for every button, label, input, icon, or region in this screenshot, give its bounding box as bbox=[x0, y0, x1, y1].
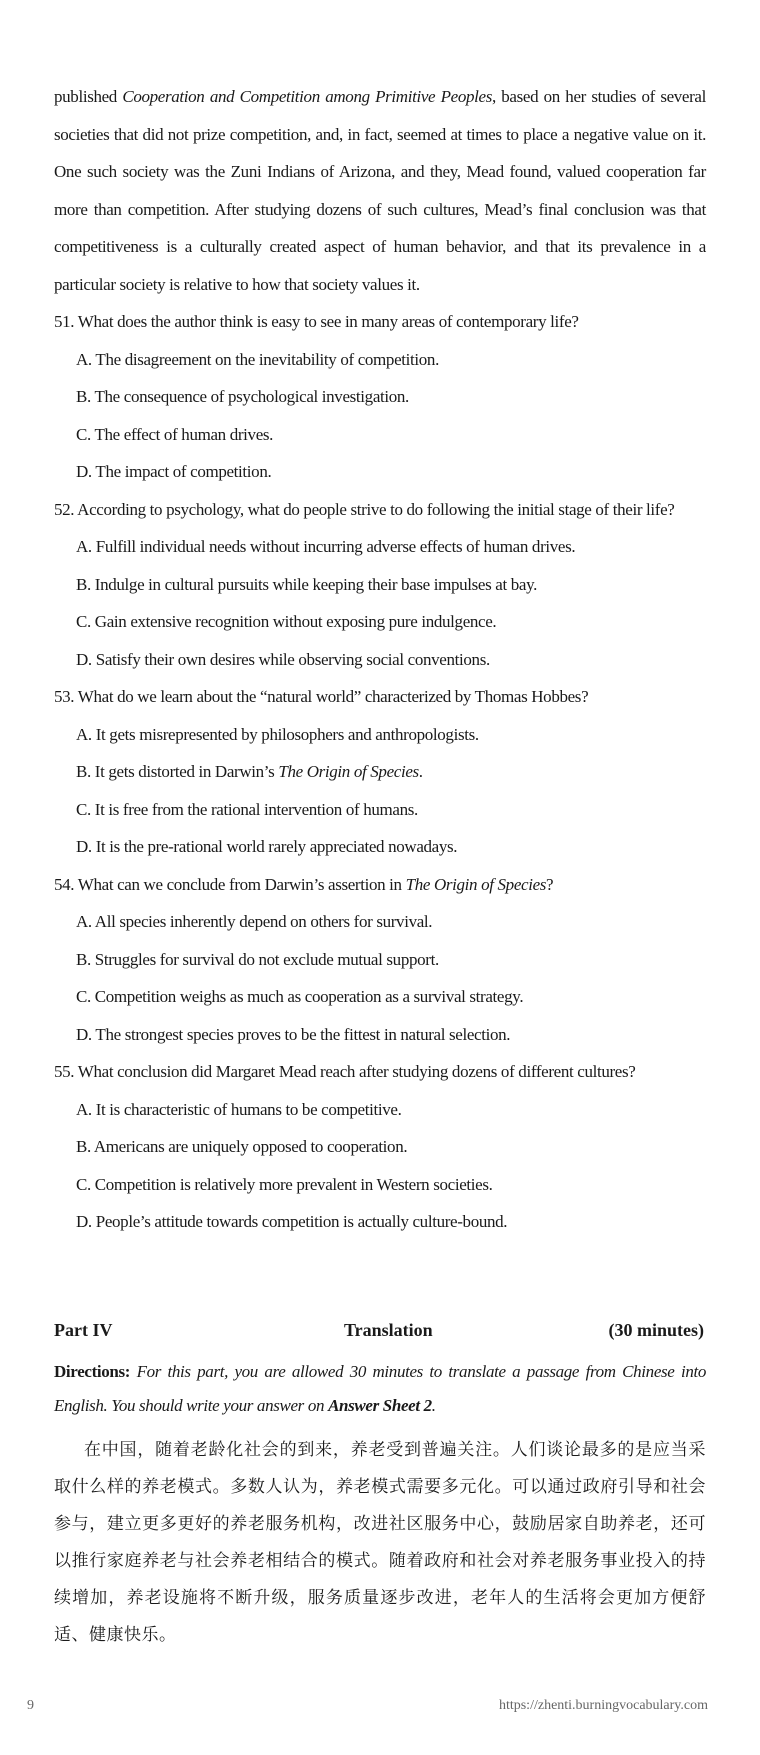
option-c: C. Competition is relatively more prevalent in Western societies. bbox=[76, 1174, 493, 1194]
option-b: B. It gets distorted in Darwin’s The Origin of Species. bbox=[76, 762, 423, 781]
option-d: D. The strongest species proves to be the fittest in natural selection. bbox=[76, 1024, 511, 1044]
passage-prefix: published bbox=[54, 87, 123, 106]
reading-section bbox=[54, 78, 706, 1241]
option-d: D. People’s attitude towards competition is actually culture-bound. bbox=[76, 1212, 508, 1231]
translation-passage: 在中国，随着老龄化社会的到来，养老受到普遍关注。人们谈论最多的是应当采取什么样的养老模式。多数人认为，养老模式需要多元化。可以通过政府引导和社会参与，建立更多更好的养老服务机构，改进社区服务中心，鼓励居家自助养老，还可以推行家庭养老与社会养老相结合的模式。随着政府和社会对养老服务事业投入的持续增加，养老设施将不断升级，服务质量逐步改进，老年人的生活将会更加方便舒适、健康快乐。 bbox=[54, 1440, 706, 1645]
part-title: Translation bbox=[344, 1320, 433, 1340]
question-51 bbox=[54, 303, 706, 491]
question-52 bbox=[54, 491, 706, 679]
option-d: D. Satisfy their own desires while observing social conventions. bbox=[76, 649, 490, 669]
question-54 bbox=[54, 866, 706, 1054]
option-a: A. All species inherently depend on others for survival. bbox=[76, 912, 433, 931]
option-a: A. It gets misrepresented by philosophers and anthropologists. bbox=[76, 724, 479, 744]
option-b: B. Struggles for survival do not exclude mutual support. bbox=[76, 949, 439, 969]
question-stem: 51. What does the author think is easy to see in many areas of contemporary life? bbox=[54, 312, 579, 331]
option-c: C. Competition weighs as much as cooperation as a survival strategy. bbox=[76, 987, 524, 1006]
option-c: C. The effect of human drives. bbox=[76, 424, 274, 444]
part-label: Part IV bbox=[54, 1320, 113, 1340]
book-title: The Origin of Species bbox=[405, 874, 547, 894]
question-stem: 52. According to psychology, what do people strive to do following the initial stage of their life? bbox=[54, 499, 675, 519]
footer-url: https://zhenti.burningvocabulary.com bbox=[498, 1698, 708, 1713]
option-a: A. Fulfill individual needs without incurring adverse effects of human drives. bbox=[76, 537, 576, 556]
page-number: 9 bbox=[27, 1698, 34, 1713]
option-c: C. Gain extensive recognition without exposing pure indulgence. bbox=[76, 612, 497, 631]
question-53 bbox=[54, 678, 706, 866]
question-stem: 54. What can we conclude from Darwin’s assertion in The Origin of Species? bbox=[54, 874, 554, 894]
question-55 bbox=[54, 1053, 706, 1241]
option-b: B. Americans are uniquely opposed to cooperation. bbox=[76, 1137, 408, 1156]
directions-end: . bbox=[431, 1396, 436, 1415]
answer-sheet-ref: Answer Sheet 2 bbox=[328, 1396, 432, 1415]
option-c: C. It is free from the rational intervention of humans. bbox=[76, 799, 418, 819]
question-stem: 55. What conclusion did Margaret Mead reach after studying dozens of different cultures? bbox=[54, 1062, 636, 1081]
option-a: A. The disagreement on the inevitability of competition. bbox=[76, 349, 439, 369]
reading-passage bbox=[54, 78, 706, 303]
part-time: (30 minutes) bbox=[608, 1320, 704, 1340]
passage-rest: , based on her studies of several societies that did not prize competition, and, in fact, seemed at times to place a negative value on it. One such society was the Zuni Indians of Arizona, and they, Mead found, valued cooperation far more than competition. After studying dozens of such cultures, Mead’s final conclusion was that competitiveness is a culturally created aspect of human behavior, and that its prevalence in a particular society is relative to how that society values it. bbox=[54, 87, 707, 294]
directions bbox=[54, 1355, 706, 1423]
option-b: B. The consequence of psychological investigation. bbox=[76, 387, 409, 406]
option-b: B. Indulge in cultural pursuits while keeping their base impulses at bay. bbox=[76, 574, 538, 594]
directions-lead: Directions: bbox=[54, 1362, 131, 1381]
book-title: The Origin of Species bbox=[278, 762, 419, 781]
option-d: D. It is the pre-rational world rarely appreciated nowadays. bbox=[76, 837, 458, 856]
question-stem: 53. What do we learn about the “natural world” characterized by Thomas Hobbes? bbox=[54, 687, 589, 706]
option-a: A. It is characteristic of humans to be competitive. bbox=[76, 1099, 402, 1119]
directions-body: For this part, you are allowed 30 minutes to translate a passage from Chinese into English. You should write your answer on bbox=[54, 1362, 706, 1415]
option-d: D. The impact of competition. bbox=[76, 462, 272, 481]
part-header bbox=[54, 1320, 704, 1350]
passage-book-title: Cooperation and Competition among Primitive Peoples bbox=[122, 87, 492, 106]
